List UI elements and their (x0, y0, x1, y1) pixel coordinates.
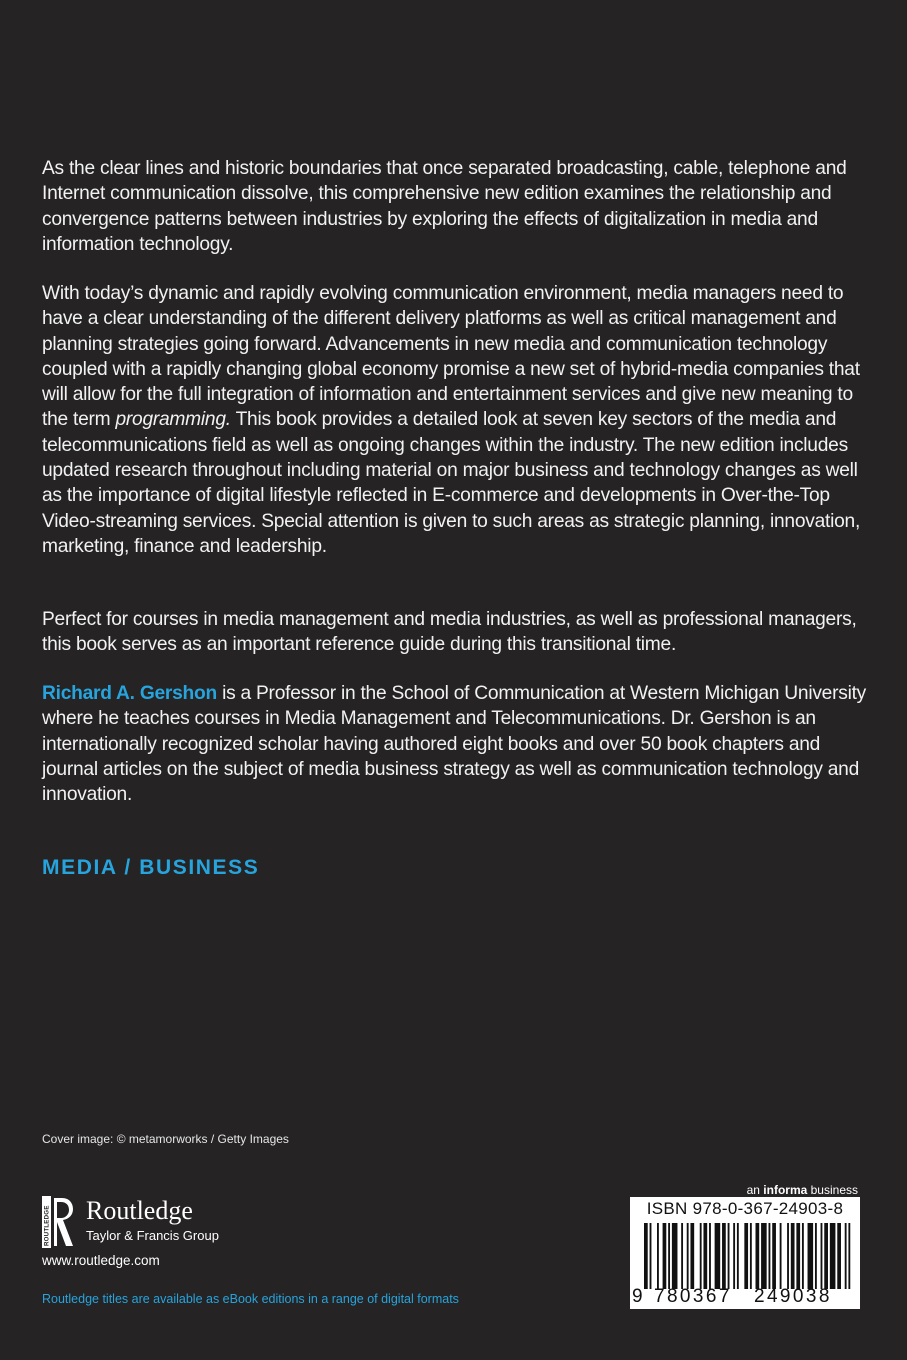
description-paragraph-1-text: As the clear lines and historic boundaries that once separated broadcasting, cable, telephone and Internet communication dissolve, this comprehensive new edition examines the relationship and convergence patterns between industries by exploring the effects of digitalization in media and information technology. (42, 158, 847, 255)
description-paragraph-1 (42, 156, 872, 257)
author-bio (42, 681, 872, 807)
publisher-website: www.routledge.com (42, 1253, 160, 1268)
description-paragraph-2-text-end: This book provides a detailed look at seven key sectors of the media and telecommunications field as well as ongoing changes within the industry. The new edition includes updated research throughout including material on major business and technology changes as well as the importance of digital lifestyle reflected in E-commerce and developments in Over-the-Top Video-streaming services. Special attention is given to such areas as strategic planning, innovation, marketing, finance and leadership. (42, 409, 861, 557)
barcode-digits-group-2: 249038 (754, 1286, 832, 1307)
ebook-availability-note: Routledge titles are available as eBook editions in a range of digital formats (42, 1292, 459, 1306)
description-paragraph-2 (42, 281, 872, 559)
publisher-name: Routledge (86, 1196, 193, 1225)
barcode-digits-group-1: 780367 (654, 1286, 732, 1307)
routledge-logo (42, 1196, 272, 1252)
isbn-barcode (630, 1197, 860, 1309)
author-bio-text: is a Professor in the School of Communication at Western Michigan University where he teaches courses in Media Management and Telecommunications. Dr. Gershon is an internationally recognized scholar having authored eight books and over 50 book chapters and journal articles on the subject of media business strategy as well as communication technology and innovation. (42, 683, 867, 806)
informa-prefix: an (746, 1183, 764, 1197)
cover-image-credit: Cover image: © metamorworks / Getty Images (42, 1132, 289, 1146)
description-paragraph-2-text-start: With today’s dynamic and rapidly evolving communication environment, media managers need to have a clear understanding of the different delivery platforms as well as critical management and planning strategies going forward. Advancements in new media and communication technology coupled with a rapidly changing global economy promise a new set of hybrid-media companies that will allow for the full integration of information and entertainment services and give new meaning to the term (42, 283, 860, 431)
informa-business-label (660, 1183, 858, 1197)
publisher-group: Taylor & Francis Group (86, 1228, 219, 1243)
subject-category: MEDIA / BUSINESS (42, 856, 260, 879)
routledge-spine-text: ROUTLEDGE (43, 1205, 51, 1246)
italic-term-programming: programming. (115, 409, 231, 431)
description-paragraph-3 (42, 607, 872, 658)
routledge-r-mark-icon (42, 1196, 74, 1248)
barcode-digit-first: 9 (632, 1286, 643, 1307)
informa-suffix: business (807, 1183, 858, 1197)
informa-brand: informa (763, 1183, 808, 1197)
barcode-bars (644, 1223, 854, 1289)
description-paragraph-3-text: Perfect for courses in media management and media industries, as well as professional managers, this book serves as an important reference guide during this transitional time. (42, 609, 857, 656)
isbn-label: ISBN 978-0-367-24903-8 (646, 1199, 844, 1218)
author-name: Richard A. Gershon (42, 683, 217, 704)
